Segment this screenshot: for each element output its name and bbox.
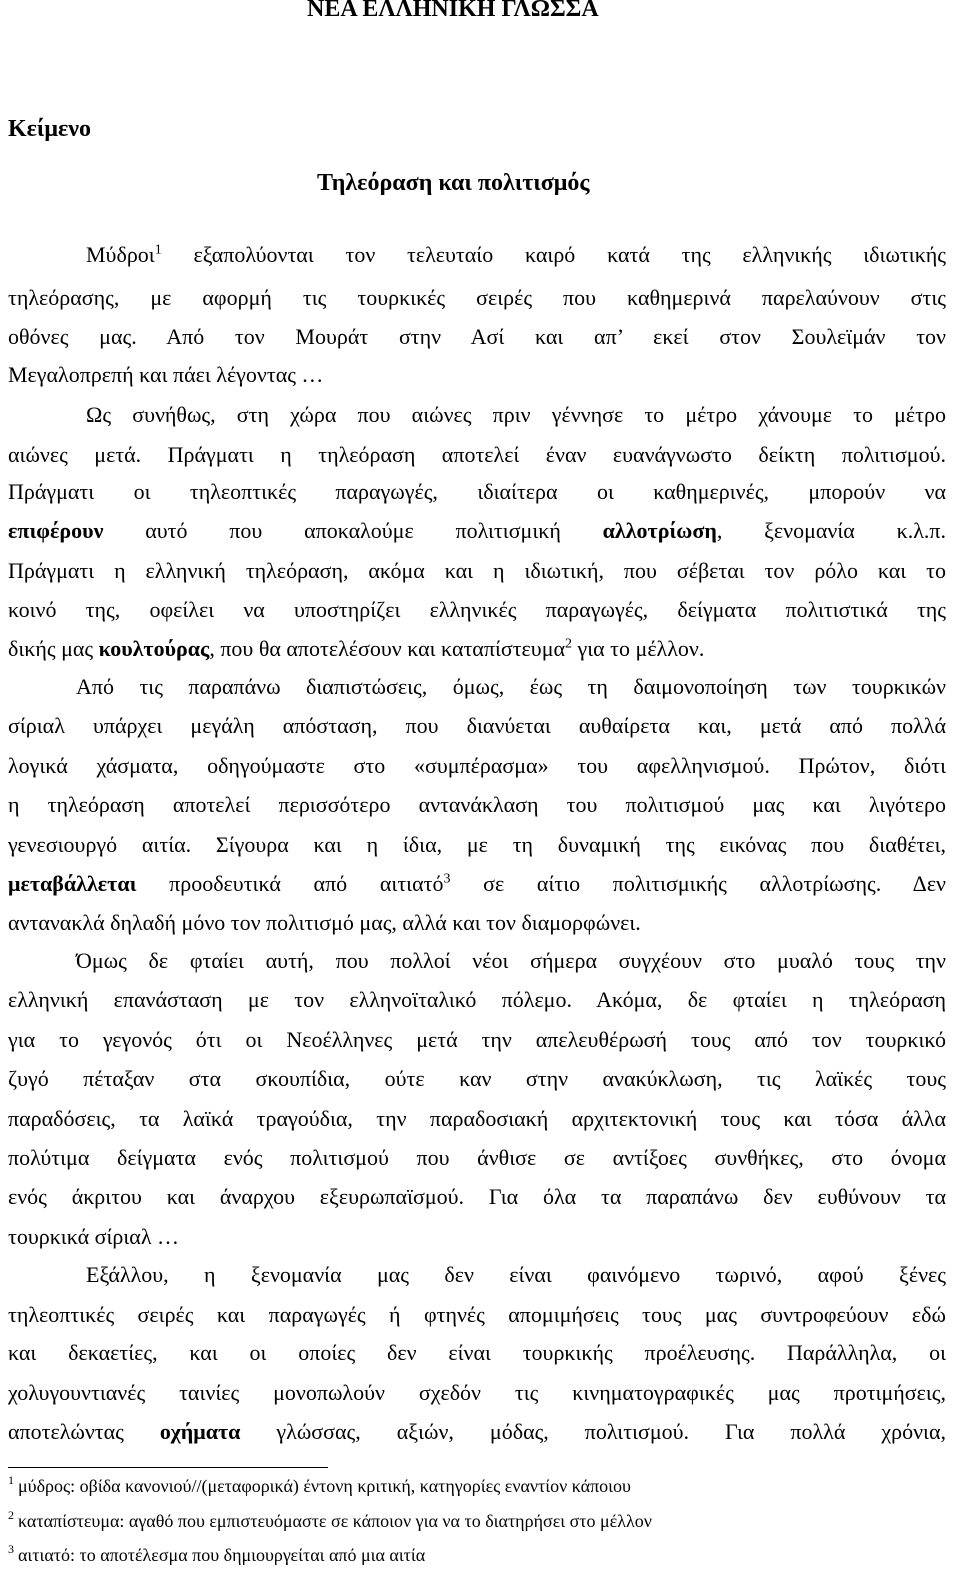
text-line: αντανακλά δηλαδή μόνο τον πολιτισμό μας, αλλά και τον διαμορφώνει. [8, 910, 641, 935]
text-line: ζυγό πέταξαν στα σκουπίδια, ούτε καν στην ανακύκλωση, τις λαϊκές τους [8, 1066, 946, 1091]
text-line: κοινό της, οφείλει να υποστηρίζει ελληνικές παραγωγές, δείγματα πολιτιστικά της [8, 597, 946, 622]
text-line: Εξάλλου, η ξενομανία μας δεν είναι φαινόμενο τωρινό, αφού ξένες [86, 1262, 946, 1287]
text-line: οθόνες μας. Από τον Μουράτ στην Ασί και απ’ εκεί στον Σουλεϊμάν τον [8, 324, 946, 349]
text-line: ελληνική επανάσταση με τον ελληνοϊταλικό πόλεμο. Ακόμα, δε φταίει η τηλεόραση [8, 987, 946, 1012]
section-label: Κείμενο [8, 116, 91, 142]
footnote-ref-3: 3 [443, 871, 451, 887]
text-line: και δεκαετίες, και οι οποίες δεν είναι τουρκικής προέλευσης. Παράλληλα, οι [8, 1340, 946, 1365]
text-line: Ως συνήθως, στη χώρα που αιώνες πριν γέννησε το μέτρο χάνουμε το μέτρο [86, 402, 946, 427]
footnote: $^1$ μύδρος: οβίδα κανονιού//(μεταφορικά) έντονη κριτική, κατηγορίες εναντίον κάποιου [8, 1473, 631, 1496]
text-line: γενεσιουργό αιτία. Σίγουρα και η ίδια, με τη δυναμική της εικόνας που διαθέτει, [8, 832, 946, 857]
footnote-ref-2: 2 [565, 636, 573, 652]
text-line: Πράγματι η ελληνική τηλεόραση, ακόμα και η ιδιωτική, που σέβεται τον ρόλο και το [8, 558, 946, 583]
text-line: η τηλεόραση αποτελεί περισσότερο αντανάκλαση του πολιτισμού μας και λιγότερο [8, 792, 946, 817]
text-line: για το γεγονός ότι οι Νεοέλληνες μετά την απελευθέρωσή τους από τον τουρκικό [8, 1027, 946, 1052]
text-line: ενός άκριτου και άναρχου εξευρωπαϊσμού. Για όλα τα παραπάνω δεν ευθύνουν τα [8, 1184, 946, 1209]
text-line: αιώνες μετά. Πράγματι η τηλεόραση αποτελεί έναν ευανάγνωστο δείκτη πολιτισμού. [8, 442, 946, 467]
text-line: πολύτιμα δείγματα ενός πολιτισμού που άνθισε σε αντίξοες συνθήκες, στο όνομα [8, 1145, 946, 1170]
text-line: μεταβάλλεται προοδευτικά από αιτιατό$^3$ σε αίτιο πολιτισμικής αλλοτρίωσης. Δεν [8, 871, 947, 896]
footnote-ref-1: 1 [154, 242, 162, 258]
text-line: τηλεοπτικές σειρές και παραγωγές ή φτηνές απομιμήσεις τους μας συντροφεύουν εδώ [8, 1302, 946, 1327]
text-line: παραδόσεις, τα λαϊκά τραγούδια, την παραδοσιακή αρχιτεκτονική τους και τόσα άλλα [8, 1106, 946, 1131]
footnote: $^3$ αιτιατό: το αποτέλεσμα που δημιουργείται από μια αιτία [8, 1542, 426, 1565]
text-line: τουρκικά σίριαλ … [8, 1224, 180, 1249]
text-line: Από τις παραπάνω διαπιστώσεις, όμως, έως τη δαιμονοποίηση των τουρκικών [76, 674, 946, 699]
text-line: Πράγματι οι τηλεοπτικές παραγωγές, ιδιαίτερα οι καθημερινές, μπορούν να [8, 479, 946, 504]
text-line: Μύδροι$^1$ εξαπολύονται τον τελευταίο καιρό κατά της ελληνικής ιδιωτικής [86, 242, 946, 267]
text-line: σίριαλ υπάρχει μεγάλη απόσταση, που διανύεται αυθαίρετα και, μετά από πολλά [8, 713, 946, 738]
text-line: χολυγουντιανές ταινίες μονοπωλούν σχεδόν τις κινηματογραφικές μας προτιμήσεις, [8, 1380, 946, 1405]
subject-heading: ΝΕΑ ΕΛΛΗΝΙΚΗ ΓΛΩΣΣΑ [307, 0, 599, 22]
footnote: $^2$ καταπίστευμα: αγαθό που εμπιστευόμαστε σε κάποιον για να το διατηρήσει στο μέλλον [8, 1508, 652, 1531]
text-line: Μεγαλοπρεπή και πάει λέγοντας … [8, 362, 324, 387]
text-title: Τηλεόραση και πολιτισμός [317, 170, 590, 196]
footnote-divider [8, 1467, 328, 1468]
text-line: δικής μας κουλτούρας, που θα αποτελέσουν και καταπίστευμα$^2$ για το μέλλον. [8, 636, 705, 661]
text-line: επιφέρουν αυτό που αποκαλούμε πολιτισμική αλλοτρίωση, ξενομανία κ.λ.π. [8, 518, 946, 543]
text-line: αποτελώντας οχήματα γλώσσας, αξιών, μόδας, πολιτισμού. Για πολλά χρόνια, [8, 1419, 946, 1444]
text-line: λογικά χάσματα, οδηγούμαστε στο «συμπέρασμα» του αφελληνισμού. Πρώτον, διότι [8, 753, 946, 778]
text-line: τηλεόρασης, με αφορμή τις τουρκικές σειρές που καθημερινά παρελαύνουν στις [8, 285, 946, 310]
text-line: Όμως δε φταίει αυτή, που πολλοί νέοι σήμερα συγχέουν στο μυαλό τους την [76, 948, 946, 973]
